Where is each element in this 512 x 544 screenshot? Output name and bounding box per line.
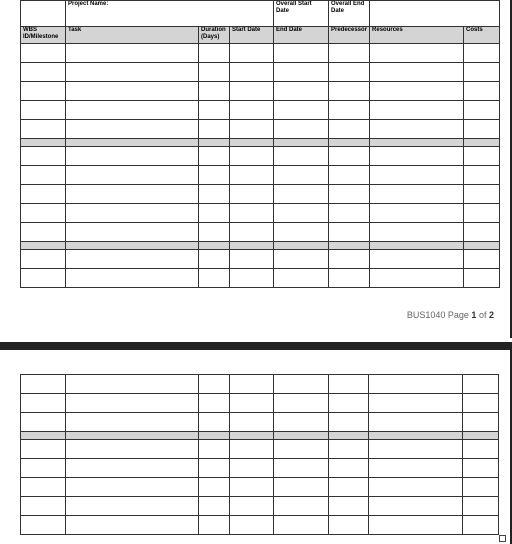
cell-duration[interactable] xyxy=(199,413,230,432)
title-row xyxy=(21,1,500,27)
cell-task[interactable] xyxy=(66,185,199,204)
cell-wbs[interactable] xyxy=(21,147,66,166)
cell-resources[interactable] xyxy=(370,44,464,63)
cell-predecessor[interactable] xyxy=(329,44,370,63)
cell-resources xyxy=(370,139,464,147)
cell-task[interactable] xyxy=(66,223,199,242)
cell-task[interactable] xyxy=(66,250,199,269)
cell-predecessor[interactable] xyxy=(329,63,370,82)
cell-predecessor xyxy=(329,242,370,250)
cell-predecessor[interactable] xyxy=(329,101,370,120)
cell-predecessor[interactable] xyxy=(329,185,370,204)
cell-costs[interactable] xyxy=(463,413,499,432)
project-schedule-table xyxy=(20,0,500,288)
cell-end-date[interactable] xyxy=(274,82,329,101)
column-header-resources: Resources xyxy=(370,27,464,44)
column-header-predecessor: Predecessor xyxy=(329,27,370,44)
cell-wbs[interactable] xyxy=(21,375,66,394)
table-row xyxy=(21,82,500,101)
cell-end-date[interactable] xyxy=(274,478,329,497)
cell-start-date xyxy=(230,432,274,440)
cell-end-date[interactable] xyxy=(274,413,329,432)
cell-resources[interactable] xyxy=(369,459,463,478)
cell-task[interactable] xyxy=(66,147,199,166)
cell-costs[interactable] xyxy=(463,459,499,478)
cell-end-date xyxy=(274,242,329,250)
cell-end-date xyxy=(274,432,329,440)
cell-start-date[interactable] xyxy=(230,44,274,63)
cell-start-date[interactable] xyxy=(230,82,274,101)
cell-duration[interactable] xyxy=(199,82,230,101)
cell-wbs[interactable] xyxy=(21,82,66,101)
cell-resources[interactable] xyxy=(369,478,463,497)
cell-resources[interactable] xyxy=(369,394,463,413)
cell-predecessor[interactable] xyxy=(329,394,369,413)
cell-duration[interactable] xyxy=(199,185,230,204)
title-cell-blank xyxy=(370,1,500,27)
cell-task[interactable] xyxy=(66,459,199,478)
table-row xyxy=(21,101,500,120)
cell-wbs[interactable] xyxy=(21,459,66,478)
milestone-separator-row xyxy=(21,139,500,147)
cell-duration[interactable] xyxy=(199,223,230,242)
title-cell-blank xyxy=(21,1,66,27)
cell-task[interactable] xyxy=(66,101,199,120)
cell-task[interactable] xyxy=(66,375,199,394)
cell-end-date[interactable] xyxy=(274,44,329,63)
resize-handle[interactable] xyxy=(499,535,506,542)
cell-start-date[interactable] xyxy=(230,223,274,242)
cell-task[interactable] xyxy=(66,166,199,185)
cell-task[interactable] xyxy=(66,394,199,413)
cell-wbs[interactable] xyxy=(21,63,66,82)
cell-predecessor[interactable] xyxy=(329,478,369,497)
cell-duration[interactable] xyxy=(199,166,230,185)
cell-resources[interactable] xyxy=(370,147,464,166)
table-row xyxy=(21,478,499,497)
cell-task xyxy=(66,242,199,250)
cell-duration[interactable] xyxy=(199,440,230,459)
cell-costs[interactable] xyxy=(463,497,499,516)
cell-wbs[interactable] xyxy=(21,497,66,516)
cell-start-date xyxy=(230,242,274,250)
cell-wbs[interactable] xyxy=(21,269,66,288)
cell-start-date[interactable] xyxy=(230,497,274,516)
cell-end-date[interactable] xyxy=(274,147,329,166)
cell-task[interactable] xyxy=(66,82,199,101)
cell-costs[interactable] xyxy=(463,516,499,535)
cell-resources xyxy=(370,242,464,250)
cell-resources[interactable] xyxy=(369,516,463,535)
cell-resources[interactable] xyxy=(370,269,464,288)
cell-predecessor[interactable] xyxy=(329,375,369,394)
cell-start-date[interactable] xyxy=(230,440,274,459)
table-row xyxy=(21,223,500,242)
cell-resources[interactable] xyxy=(369,413,463,432)
cell-predecessor[interactable] xyxy=(329,120,370,139)
cell-end-date[interactable] xyxy=(274,516,329,535)
footer-doc-label: BUS1040 Page xyxy=(406,310,469,320)
overall-end-date-label[interactable]: Overall End Date xyxy=(329,1,370,27)
cell-wbs[interactable] xyxy=(21,166,66,185)
cell-costs[interactable] xyxy=(463,394,499,413)
cell-start-date[interactable] xyxy=(230,394,274,413)
cell-predecessor[interactable] xyxy=(329,497,369,516)
cell-duration[interactable] xyxy=(199,120,230,139)
cell-predecessor[interactable] xyxy=(329,204,370,223)
table-row xyxy=(21,269,500,288)
table-row xyxy=(21,375,499,394)
cell-resources[interactable] xyxy=(370,101,464,120)
cell-start-date[interactable] xyxy=(230,166,274,185)
cell-resources xyxy=(369,432,463,440)
cell-start-date[interactable] xyxy=(230,250,274,269)
cell-wbs[interactable] xyxy=(21,394,66,413)
cell-resources[interactable] xyxy=(370,185,464,204)
cell-start-date[interactable] xyxy=(230,269,274,288)
cell-task xyxy=(66,139,199,147)
cell-start-date[interactable] xyxy=(230,375,274,394)
cell-duration[interactable] xyxy=(199,478,230,497)
cell-duration[interactable] xyxy=(199,516,230,535)
cell-resources[interactable] xyxy=(369,440,463,459)
cell-duration[interactable] xyxy=(199,375,230,394)
cell-start-date[interactable] xyxy=(230,147,274,166)
cell-end-date[interactable] xyxy=(274,223,329,242)
cell-end-date[interactable] xyxy=(274,459,329,478)
cell-task[interactable] xyxy=(66,413,199,432)
cell-wbs[interactable] xyxy=(21,478,66,497)
cell-resources[interactable] xyxy=(369,497,463,516)
footer-of-label: of xyxy=(478,310,487,320)
column-header-wbs: WBS ID/Milestone xyxy=(21,27,66,44)
table-row xyxy=(21,166,500,185)
cell-costs[interactable] xyxy=(463,478,499,497)
page-2 xyxy=(0,350,512,544)
page-separator xyxy=(0,342,512,350)
table-row xyxy=(21,204,500,223)
cell-costs xyxy=(463,432,499,440)
table-row xyxy=(21,516,499,535)
milestone-separator-row xyxy=(21,242,500,250)
cell-predecessor xyxy=(329,139,370,147)
cell-task[interactable] xyxy=(66,440,199,459)
cell-wbs[interactable] xyxy=(21,516,66,535)
overall-start-date-label[interactable]: Overall Start Date xyxy=(274,1,329,27)
column-header-start-date: Start Date xyxy=(230,27,274,44)
cell-resources[interactable] xyxy=(370,63,464,82)
cell-start-date[interactable] xyxy=(230,516,274,535)
cell-task[interactable] xyxy=(66,269,199,288)
cell-end-date[interactable] xyxy=(274,120,329,139)
cell-resources[interactable] xyxy=(370,166,464,185)
cell-duration[interactable] xyxy=(199,269,230,288)
cell-predecessor[interactable] xyxy=(329,166,370,185)
cell-resources[interactable] xyxy=(369,375,463,394)
column-header-duration: Duration (Days) xyxy=(199,27,230,44)
cell-costs xyxy=(464,139,500,147)
cell-duration[interactable] xyxy=(199,63,230,82)
cell-costs[interactable] xyxy=(464,101,500,120)
cell-resources[interactable] xyxy=(370,82,464,101)
cell-task[interactable] xyxy=(66,497,199,516)
cell-start-date[interactable] xyxy=(230,120,274,139)
cell-resources[interactable] xyxy=(370,250,464,269)
cell-task[interactable] xyxy=(66,516,199,535)
cell-costs xyxy=(464,242,500,250)
table-row xyxy=(21,394,499,413)
table-row xyxy=(21,250,500,269)
footer-total-pages: 2 xyxy=(488,310,494,320)
cell-costs[interactable] xyxy=(464,223,500,242)
cell-resources[interactable] xyxy=(370,204,464,223)
project-name-label[interactable]: Project Name: xyxy=(66,1,274,27)
cell-predecessor[interactable] xyxy=(329,413,369,432)
cell-resources[interactable] xyxy=(370,120,464,139)
cell-duration[interactable] xyxy=(199,147,230,166)
cell-duration[interactable] xyxy=(199,44,230,63)
table-row xyxy=(21,120,500,139)
cell-start-date xyxy=(230,139,274,147)
cell-wbs xyxy=(21,242,66,250)
cell-start-date[interactable] xyxy=(230,101,274,120)
cell-duration[interactable] xyxy=(199,497,230,516)
cell-wbs[interactable] xyxy=(21,120,66,139)
cell-duration xyxy=(199,242,230,250)
milestone-separator-row xyxy=(21,432,499,440)
cell-duration xyxy=(199,432,230,440)
cell-wbs[interactable] xyxy=(21,185,66,204)
cell-task[interactable] xyxy=(66,120,199,139)
cell-duration[interactable] xyxy=(199,101,230,120)
cell-start-date[interactable] xyxy=(230,478,274,497)
cell-end-date[interactable] xyxy=(274,269,329,288)
cell-resources[interactable] xyxy=(370,223,464,242)
column-header-end-date: End Date xyxy=(274,27,329,44)
cell-costs[interactable] xyxy=(464,82,500,101)
cell-task[interactable] xyxy=(66,44,199,63)
cell-costs[interactable] xyxy=(464,147,500,166)
cell-wbs xyxy=(21,139,66,147)
cell-wbs[interactable] xyxy=(21,250,66,269)
column-header-task: Task xyxy=(66,27,199,44)
table-row xyxy=(21,44,500,63)
cell-task[interactable] xyxy=(66,478,199,497)
table-row xyxy=(21,185,500,204)
cell-costs[interactable] xyxy=(464,250,500,269)
cell-wbs[interactable] xyxy=(21,223,66,242)
page-footer xyxy=(407,310,494,320)
table-row xyxy=(21,63,500,82)
column-header-row xyxy=(21,27,500,44)
cell-start-date[interactable] xyxy=(230,63,274,82)
cell-costs[interactable] xyxy=(463,375,499,394)
cell-start-date[interactable] xyxy=(230,413,274,432)
cell-duration xyxy=(199,139,230,147)
column-header-costs: Costs xyxy=(464,27,500,44)
cell-wbs[interactable] xyxy=(21,101,66,120)
table-row xyxy=(21,459,499,478)
cell-end-date[interactable] xyxy=(274,101,329,120)
cell-predecessor[interactable] xyxy=(329,459,369,478)
cell-predecessor[interactable] xyxy=(329,516,369,535)
cell-task xyxy=(66,432,199,440)
cell-predecessor[interactable] xyxy=(329,147,370,166)
cell-wbs[interactable] xyxy=(21,413,66,432)
cell-costs[interactable] xyxy=(464,204,500,223)
footer-current-page: 1 xyxy=(471,310,477,320)
cell-task[interactable] xyxy=(66,63,199,82)
cell-duration[interactable] xyxy=(199,394,230,413)
cell-start-date[interactable] xyxy=(230,204,274,223)
cell-end-date xyxy=(274,139,329,147)
cell-predecessor xyxy=(329,432,369,440)
cell-duration[interactable] xyxy=(199,250,230,269)
cell-costs[interactable] xyxy=(464,44,500,63)
table-row xyxy=(21,440,499,459)
cell-costs[interactable] xyxy=(464,120,500,139)
cell-costs[interactable] xyxy=(464,63,500,82)
cell-predecessor[interactable] xyxy=(329,223,370,242)
cell-costs[interactable] xyxy=(464,269,500,288)
cell-end-date[interactable] xyxy=(274,63,329,82)
cell-end-date[interactable] xyxy=(274,375,329,394)
table-row xyxy=(21,497,499,516)
cell-predecessor[interactable] xyxy=(329,269,370,288)
cell-wbs[interactable] xyxy=(21,440,66,459)
cell-costs[interactable] xyxy=(463,440,499,459)
cell-predecessor[interactable] xyxy=(329,250,370,269)
cell-end-date[interactable] xyxy=(274,497,329,516)
table-row xyxy=(21,413,499,432)
cell-task[interactable] xyxy=(66,204,199,223)
cell-end-date[interactable] xyxy=(274,185,329,204)
cell-costs[interactable] xyxy=(464,185,500,204)
cell-predecessor[interactable] xyxy=(329,82,370,101)
cell-wbs[interactable] xyxy=(21,204,66,223)
project-schedule-table-continued xyxy=(20,374,499,535)
cell-start-date[interactable] xyxy=(230,459,274,478)
cell-end-date[interactable] xyxy=(274,440,329,459)
cell-wbs xyxy=(21,432,66,440)
cell-wbs[interactable] xyxy=(21,44,66,63)
table-row xyxy=(21,147,500,166)
cell-duration[interactable] xyxy=(199,459,230,478)
cell-end-date[interactable] xyxy=(274,204,329,223)
cell-end-date[interactable] xyxy=(274,250,329,269)
cell-end-date[interactable] xyxy=(274,166,329,185)
cell-predecessor[interactable] xyxy=(329,440,369,459)
cell-costs[interactable] xyxy=(464,166,500,185)
cell-end-date[interactable] xyxy=(274,394,329,413)
cell-duration[interactable] xyxy=(199,204,230,223)
cell-start-date[interactable] xyxy=(230,185,274,204)
